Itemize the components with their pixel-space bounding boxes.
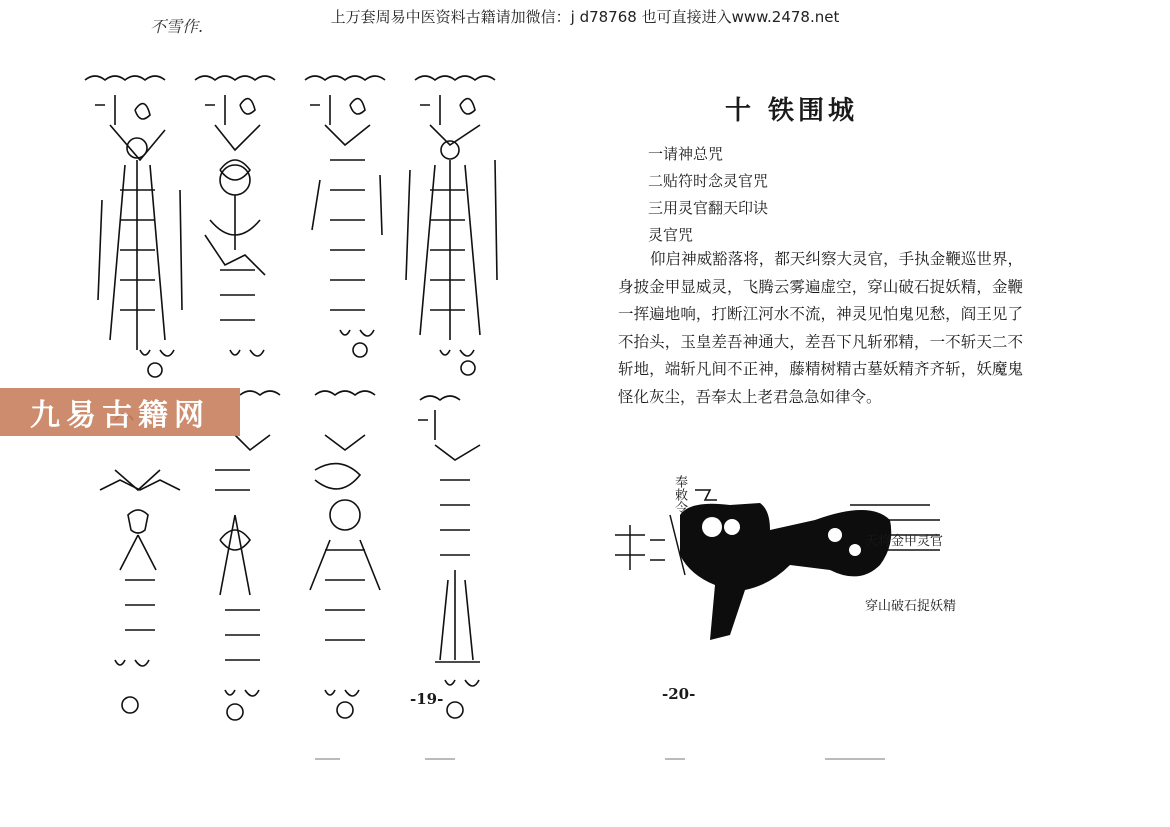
right-page [600,50,1023,770]
page-number-right: -20- [662,685,696,703]
header-banner: 上万套周易中医资料古籍请加微信：j d78768 也可直接进入www.2478.net [330,8,840,26]
handwritten-note: 不雪作. [150,17,204,36]
list-item: 三用灵官翻天印诀 [648,199,769,217]
list-item: 灵官咒 [648,226,694,244]
figure-caption-right-upper: 天将金甲灵官 [865,534,944,549]
scan-artifact [665,758,685,760]
section-title: 十 铁围城 [725,96,859,126]
list-item: 二贴符时念灵官咒 [648,172,769,190]
incantation-text: 仰启神威豁落将，都天纠察大灵官，手执金鞭巡世界，身披金甲显威灵，飞腾云雾遍虚空，穿山破石捉妖精，金鞭一挥遍地响，打断江河水不流，神灵见怕鬼见愁，阎王见了不抬头，玉皇差吾神通大，差吾下凡斩邪精，一不斩天二不斩地，端斩凡间不正神，藤精树精古墓妖精齐齐斩，妖魔鬼怪化灰尘，吾奉太上老君急急如律令。 [618,250,1023,406]
talisman-figure [610,475,1010,649]
watermark-banner [0,388,240,436]
page-number-left: -19- [410,690,444,708]
figure-caption-left: 奉敕令 [672,475,687,514]
watermark-text: 九易古籍网 [30,398,210,433]
scan-artifact [315,758,340,760]
figure-caption-right-lower: 穿山破石捉妖精 [865,599,957,614]
scan-artifact [425,758,455,760]
scan-artifact [825,758,885,760]
list-item: 一请神总咒 [648,145,724,163]
